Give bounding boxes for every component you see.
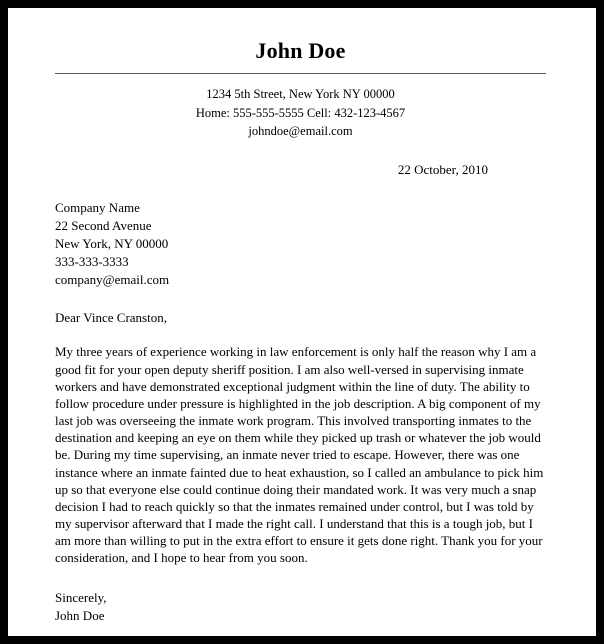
recipient-city-state-zip: New York, NY 00000 <box>55 235 169 251</box>
recipient-email: company@email.com <box>55 271 170 287</box>
recipient-address-block <box>55 199 546 289</box>
letterhead-divider <box>55 73 546 74</box>
letter-date: 22 October, 2010 <box>397 161 488 177</box>
closing-signature: John Doe <box>55 608 105 624</box>
recipient-phone: 333-333-3333 <box>55 253 129 269</box>
letterhead-name: John Doe <box>255 38 346 63</box>
contact-email-line: johndoe@email.com <box>248 123 353 138</box>
closing-block <box>55 589 546 625</box>
body-paragraph: My three years of experience working in law enforcement is only half the reason why I am a good fit for your open deputy sheriff position. I am also well-versed in supervising inmate workers and have demonstrated exceptional judgment within the line of duty. The ability to follow procedure under pressure is highlighted in the job description. A big component of my last job was overseeing the inmate work program. This involved transporting inmates to the destination and keeping an eye on them while they picked up trash or whatever the job would be. During my time supervising, an inmate never tried to escape. However, there was one instance where an inmate fainted due to heat exhaustion, so I called an ambulance to pick him up so that everyone else could continue doing their mandated work. It was very much a snap decision I had to reach quickly so that the inmates remained under control, but I was told by my supervisor afterward that I made the right call. I understand that this is a tough job, but I am more than willing to put in the extra effort to ensure it gets done right. Thank you for your consideration, and I hope to hear from you soon. <box>55 344 544 566</box>
recipient-street: 22 Second Avenue <box>55 217 152 233</box>
letter-content <box>55 8 546 625</box>
salutation: Dear Vince Cranston, <box>55 310 167 326</box>
contact-address-line: 1234 5th Street, New York NY 00000 <box>206 87 395 102</box>
recipient-company-name: Company Name <box>55 199 140 215</box>
letterhead-contact-block <box>55 85 546 139</box>
letter-page <box>8 8 596 636</box>
contact-phone-line: Home: 555-555-5555 Cell: 432-123-4567 <box>195 105 406 120</box>
closing-valediction: Sincerely, <box>55 590 107 606</box>
